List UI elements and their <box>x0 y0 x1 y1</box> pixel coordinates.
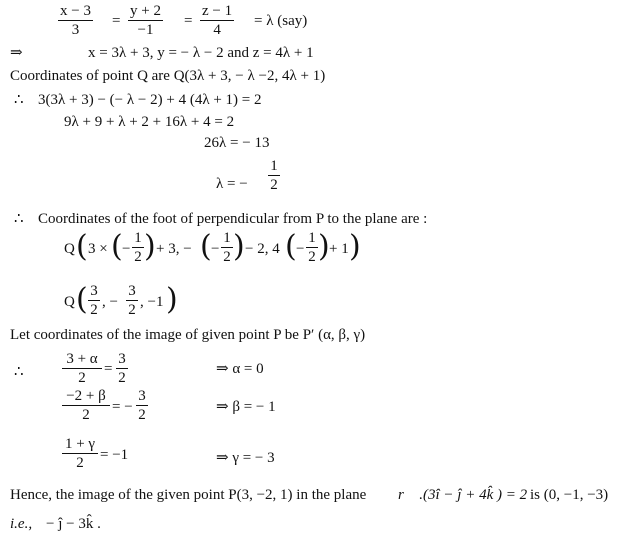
alpha-result: ⇒ α = 0 <box>216 361 264 377</box>
comma-minus: , − <box>102 294 118 310</box>
comma-minus-one: , −1 <box>140 294 164 310</box>
equals: = <box>104 361 113 377</box>
point-q-label: Q <box>64 241 75 257</box>
simplified-equation: 26λ = − 13 <box>204 135 270 151</box>
minus-sign: − <box>296 241 305 257</box>
equals-minus-one: = −1 <box>100 447 129 463</box>
fraction-three-halves: 3 2 <box>88 283 100 318</box>
left-paren: ( <box>76 282 88 317</box>
fraction-gamma: 1 + γ 2 <box>62 436 98 471</box>
term-plus3: + 3, − <box>156 241 192 257</box>
fraction-half: 1 2 <box>306 230 318 265</box>
point-q-label: Q <box>64 294 75 310</box>
right-paren: ) <box>349 229 361 264</box>
lambda-value: λ = − <box>216 176 248 192</box>
fraction-half: 1 2 <box>132 230 144 265</box>
left-paren: ( <box>111 229 123 264</box>
plane-vector-equation: r⃗ .(3î − ĵ + 4k̂ ) = 2 <box>398 487 528 503</box>
right-paren: ) <box>233 229 245 264</box>
term-3x: 3 × <box>88 241 108 257</box>
left-paren: ( <box>76 229 88 264</box>
left-paren: ( <box>200 229 212 264</box>
plane-substitution: 3(3λ + 3) − (− λ − 2) + 4 (4λ + 1) = 2 <box>38 92 262 108</box>
fraction-three-halves: 3 2 <box>136 388 148 423</box>
image-vector: − ĵ − 3k̂ . <box>46 516 101 532</box>
therefore-symbol: ∴ <box>14 92 24 108</box>
minus-sign: − <box>122 241 131 257</box>
ie-label: i.e., <box>10 516 33 532</box>
therefore-symbol: ∴ <box>14 211 24 227</box>
equals: = <box>112 13 121 29</box>
fraction-three-halves: 3 2 <box>126 283 138 318</box>
fraction-x: x − 3 3 <box>60 3 91 38</box>
term-plus1: + 1 <box>329 241 349 257</box>
minus-sign: − <box>211 241 220 257</box>
right-paren: ) <box>144 229 156 264</box>
image-coordinates-text: Let coordinates of the image of given point P be P′ (α, β, γ) <box>10 327 366 343</box>
fraction-half: 1 2 <box>221 230 233 265</box>
image-result: is (0, −1, −3) <box>530 487 609 503</box>
gamma-result: ⇒ γ = − 3 <box>216 450 275 466</box>
beta-result: ⇒ β = − 1 <box>216 399 276 415</box>
coordinates-q: Coordinates of point Q are Q(3λ + 3, − λ −2, 4λ + 1) <box>10 68 326 84</box>
conclusion-text: Hence, the image of the given point P(3, −2, 1) in the plane <box>10 487 367 503</box>
fraction-alpha: 3 + α 2 <box>62 351 102 386</box>
implies-arrow: ⇒ <box>10 45 23 61</box>
equals-minus: = − <box>112 399 133 415</box>
fraction-z: z − 1 4 <box>202 3 233 38</box>
parametric-eqs: x = 3λ + 3, y = − λ − 2 and z = 4λ + 1 <box>88 45 314 61</box>
right-paren: ) <box>318 229 330 264</box>
term-minus2: − 2, 4 <box>245 241 280 257</box>
fraction-half: 1 2 <box>268 158 280 193</box>
foot-perpendicular-text: Coordinates of the foot of perpendicular from P to the plane are : <box>38 211 428 227</box>
lambda-say: = λ (say) <box>254 13 308 29</box>
fraction-y: y + 2 −1 <box>130 3 161 38</box>
therefore-symbol: ∴ <box>14 364 24 380</box>
right-paren: ) <box>166 282 178 317</box>
left-paren: ( <box>285 229 297 264</box>
expanded-equation: 9λ + 9 + λ + 2 + 16λ + 4 = 2 <box>64 114 235 130</box>
equals: = <box>184 13 193 29</box>
fraction-beta: −2 + β 2 <box>62 388 110 423</box>
fraction-three-halves: 3 2 <box>116 351 128 386</box>
